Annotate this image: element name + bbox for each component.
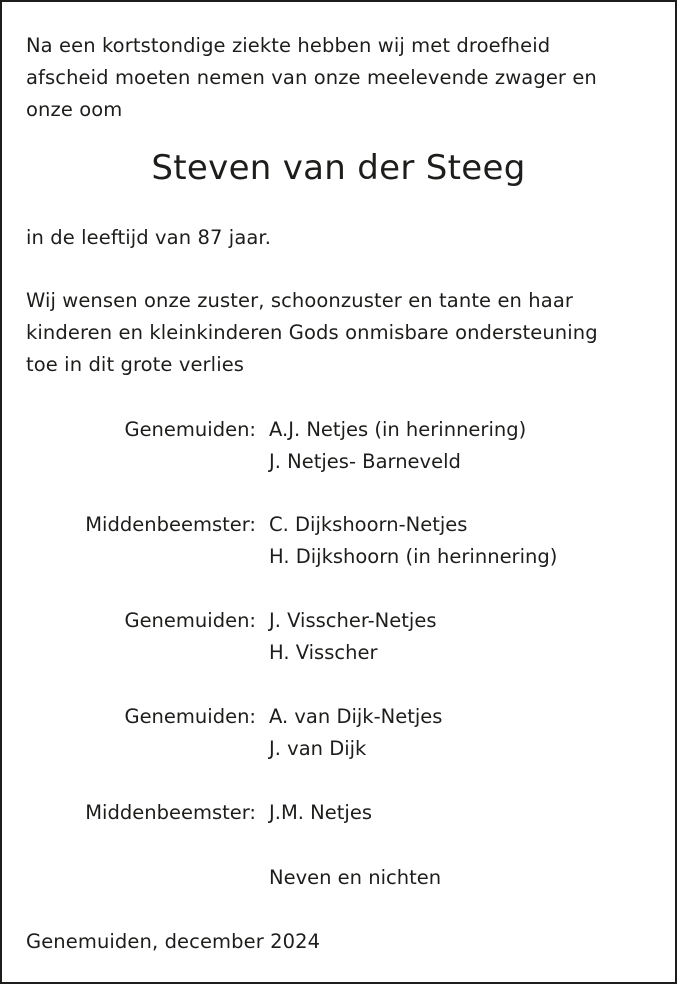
family-place: Genemuiden: (124, 418, 256, 441)
family-place: Middenbeemster: (85, 513, 256, 536)
family-place: Genemuiden: (124, 705, 256, 728)
family-member: H. Dijkshoorn (in herinnering) (269, 545, 558, 568)
family-member: J. Visscher-Netjes (269, 609, 437, 632)
family-place: Middenbeemster: (85, 801, 256, 824)
family-names (269, 862, 441, 894)
place-date: Genemuiden, december 2024 (26, 930, 321, 953)
family-member: C. Dijkshoorn-Netjes (269, 513, 468, 536)
age-line: in de leeftijd van 87 jaar. (26, 226, 272, 249)
family-names (269, 605, 436, 669)
family-names (269, 797, 372, 829)
deceased-name: Steven van der Steeg (151, 148, 526, 188)
family-member: A.J. Netjes (in herinnering) (269, 418, 527, 441)
intro-text: Na een kortstondige ziekte hebben wij met droefheid afscheid moeten nemen van onze meelevende zwager en onze oom (26, 34, 597, 121)
family-member: H. Visscher (269, 641, 378, 664)
family-names (269, 509, 557, 573)
wish-text: Wij wensen onze zuster, schoonzuster en tante en haar kinderen en kleinkinderen Gods onmisbare ondersteuning toe in dit grote verlies (26, 289, 598, 376)
family-place: Genemuiden: (124, 609, 256, 632)
nephews-nieces: Neven en nichten (269, 866, 442, 889)
family-names (269, 414, 526, 478)
family-member: J. van Dijk (269, 737, 367, 760)
family-member: J. Netjes- Barneveld (269, 450, 461, 473)
family-member: J.M. Netjes (269, 801, 372, 824)
family-names (269, 701, 442, 765)
family-member: A. van Dijk-Netjes (269, 705, 443, 728)
